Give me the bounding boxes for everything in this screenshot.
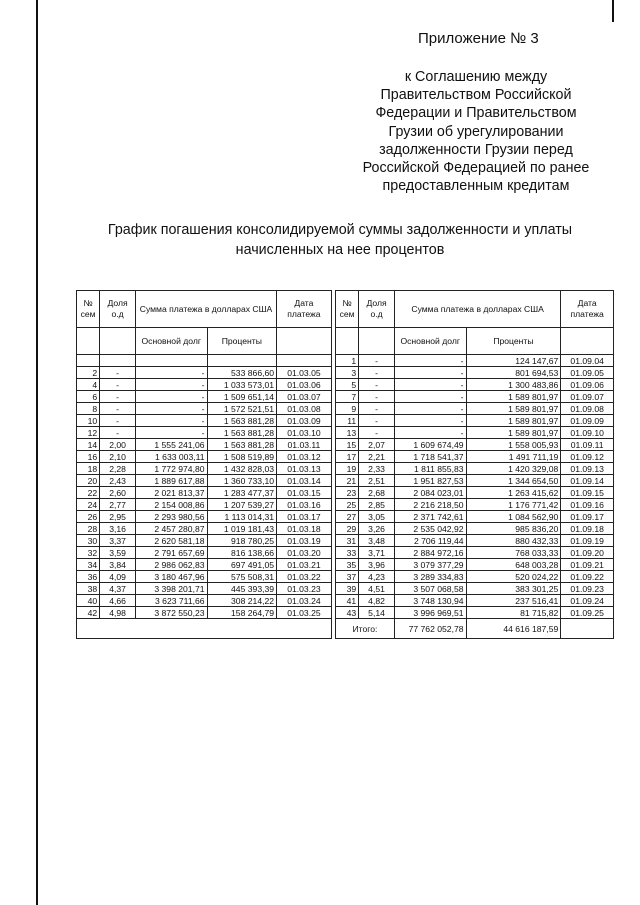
right-cell: 11 [335,415,358,427]
left-cell: 1 563 881,28 [207,439,277,451]
right-cell: 2 084 023,01 [394,487,466,499]
right-cell: 1 558 005,93 [466,439,561,451]
right-cell: 3,71 [359,547,395,559]
right-cell: 237 516,41 [466,595,561,607]
left-cell: 22 [77,487,100,499]
right-cell: 43 [335,607,358,619]
left-cell: 38 [77,583,100,595]
left-cell: 01.03.08 [277,403,332,415]
left-cell [207,355,277,367]
left-cell: 2 791 657,69 [135,547,207,559]
left-cell: 01.03.18 [277,523,332,535]
agreement-line: к Соглашению между [404,69,548,85]
header-share: Доля о.д [100,291,136,328]
table-row [77,583,614,595]
agreement-line: предоставленным кредитам [382,178,570,195]
left-cell: 1 033 573,01 [207,379,277,391]
right-cell: 01.09.23 [561,583,614,595]
schedule-title [60,220,620,260]
right-cell: 2,85 [359,499,395,511]
right-cell: 2,51 [359,475,395,487]
right-cell: 1 589 801,97 [466,415,561,427]
repayment-schedule-table [76,290,614,639]
left-cell: - [135,403,207,415]
left-cell: 2 021 813,37 [135,487,207,499]
left-cell: 3 180 467,96 [135,571,207,583]
right-cell: 3,96 [359,559,395,571]
right-cell: 3 996 969,51 [394,607,466,619]
right-cell: 1 420 329,08 [466,463,561,475]
left-cell: 918 780,25 [207,535,277,547]
right-cell: 3 289 334,83 [394,571,466,583]
left-cell: 20 [77,475,100,487]
left-cell: 1 508 519,89 [207,451,277,463]
right-cell: 2,21 [359,451,395,463]
left-cell: 4,66 [100,595,136,607]
right-cell: 21 [335,475,358,487]
left-cell: 1 633 003,11 [135,451,207,463]
left-cell: 01.03.14 [277,475,332,487]
left-cell: 10 [77,415,100,427]
left-cell: 2,10 [100,451,136,463]
left-cell: 01.03.06 [277,379,332,391]
left-cell: 1 889 617,88 [135,475,207,487]
table-row [77,607,614,619]
table-row [77,391,614,403]
right-cell: 1 589 801,97 [466,391,561,403]
right-cell: 5,14 [359,607,395,619]
right-cell: - [394,367,466,379]
left-cell: 1 509 651,14 [207,391,277,403]
left-cell: 18 [77,463,100,475]
right-cell: 01.09.19 [561,535,614,547]
right-cell: 37 [335,571,358,583]
left-cell: 1 360 733,10 [207,475,277,487]
right-cell: 3,05 [359,511,395,523]
left-cell: 697 491,05 [207,559,277,571]
table-row [77,355,614,367]
right-cell: - [394,427,466,439]
right-cell: - [359,355,395,367]
left-cell: 1 555 241,06 [135,439,207,451]
left-cell: 1 019 181,43 [207,523,277,535]
table-row [77,415,614,427]
right-cell: 2 706 119,44 [394,535,466,547]
right-cell: 1 589 801,97 [466,403,561,415]
right-cell: - [359,427,395,439]
right-cell: 17 [335,451,358,463]
left-cell: 34 [77,559,100,571]
table-row [77,427,614,439]
right-cell: 880 432,33 [466,535,561,547]
right-cell: 01.09.07 [561,391,614,403]
schedule-title-line: начисленных на нее процентов [235,242,445,258]
left-cell: 308 214,22 [207,595,277,607]
left-cell: 2,00 [100,439,136,451]
right-cell: 1 344 654,50 [466,475,561,487]
right-cell: 01.09.18 [561,523,614,535]
right-cell: - [359,403,395,415]
totals-label: Итого: [335,619,394,639]
left-cell: 575 508,31 [207,571,277,583]
subheader-principal-right: Основной долг [394,328,466,355]
left-cell: 01.03.09 [277,415,332,427]
subheader-interest-right: Проценты [466,328,561,355]
table-row [77,451,614,463]
left-cell: 1 432 828,03 [207,463,277,475]
right-cell: 4,23 [359,571,395,583]
left-cell: 01.03.11 [277,439,332,451]
agreement-line: Федерации и Правительством [375,105,577,122]
left-cell: 1 772 974,80 [135,463,207,475]
left-cell: 3,37 [100,535,136,547]
schedule-title-line: График погашения консолидируемой суммы задолженности и уплаты [107,222,573,238]
left-cell: 01.03.21 [277,559,332,571]
table-row [77,367,614,379]
right-cell: 1 176 771,42 [466,499,561,511]
left-cell: 445 393,39 [207,583,277,595]
left-cell: 01.03.12 [277,451,332,463]
left-cell: 3,16 [100,523,136,535]
left-cell: 3 872 550,23 [135,607,207,619]
right-cell: - [359,391,395,403]
right-cell: 33 [335,547,358,559]
left-cell: 2 620 581,18 [135,535,207,547]
agreement-reference [330,68,622,195]
right-cell: 01.09.06 [561,379,614,391]
left-cell: 26 [77,511,100,523]
left-cell: 14 [77,439,100,451]
right-cell: 01.09.04 [561,355,614,367]
right-cell: 1 589 801,97 [466,427,561,439]
table-header-row [77,291,614,328]
left-cell: 01.03.10 [277,427,332,439]
right-cell: 3,48 [359,535,395,547]
left-cell: 40 [77,595,100,607]
right-cell: 1 263 415,62 [466,487,561,499]
right-cell: 7 [335,391,358,403]
left-cell: 01.03.07 [277,391,332,403]
right-cell: 4,51 [359,583,395,595]
totals-interest: 44 616 187,59 [466,619,561,639]
right-cell: - [394,415,466,427]
right-cell: 35 [335,559,358,571]
right-cell: - [394,379,466,391]
left-cell: 1 283 477,37 [207,487,277,499]
right-cell: 01.09.09 [561,415,614,427]
page-border-right [612,0,614,22]
totals-principal: 77 762 052,78 [394,619,466,639]
right-cell: 29 [335,523,358,535]
right-cell: 124 147,67 [466,355,561,367]
left-cell: 3 623 711,66 [135,595,207,607]
right-cell: 1 609 674,49 [394,439,466,451]
right-cell: 25 [335,499,358,511]
right-cell: 1 [335,355,358,367]
table-row [77,379,614,391]
table-row [77,403,614,415]
right-cell: - [394,355,466,367]
header-sem-no-right: № сем [335,291,358,328]
table-subheader-row [77,328,614,355]
left-cell: 8 [77,403,100,415]
left-cell: - [100,415,136,427]
table-row [77,547,614,559]
right-cell: - [394,403,466,415]
right-cell: 2 884 972,16 [394,547,466,559]
right-cell: 2 216 218,50 [394,499,466,511]
left-cell: 533 866,60 [207,367,277,379]
right-cell: 39 [335,583,358,595]
right-cell: 2,68 [359,487,395,499]
table-row [77,523,614,535]
left-cell: 01.03.19 [277,535,332,547]
left-cell [77,355,100,367]
left-cell: 28 [77,523,100,535]
right-cell: 648 003,28 [466,559,561,571]
left-cell: 2,77 [100,499,136,511]
right-cell: 2,33 [359,463,395,475]
left-cell: 2,95 [100,511,136,523]
right-cell: 01.09.24 [561,595,614,607]
right-cell: 15 [335,439,358,451]
left-cell: - [100,379,136,391]
left-cell: 2,60 [100,487,136,499]
left-cell: 4,09 [100,571,136,583]
left-cell: 1 113 014,31 [207,511,277,523]
left-cell: 2 293 980,56 [135,511,207,523]
left-cell: 32 [77,547,100,559]
table-row [77,571,614,583]
right-cell: 01.09.21 [561,559,614,571]
right-cell: 01.09.13 [561,463,614,475]
right-cell: 801 694,53 [466,367,561,379]
totals-row [77,619,614,639]
agreement-line: задолженности Грузии перед [379,141,573,158]
right-cell: 81 715,82 [466,607,561,619]
left-cell: 42 [77,607,100,619]
right-cell: 01.09.15 [561,487,614,499]
left-cell: 2 986 062,83 [135,559,207,571]
right-cell: 9 [335,403,358,415]
left-cell: 3 398 201,71 [135,583,207,595]
table-row [77,463,614,475]
right-cell: 01.09.14 [561,475,614,487]
left-cell: 01.03.24 [277,595,332,607]
agreement-line: Правительством Российской [380,87,572,104]
right-cell: 23 [335,487,358,499]
right-cell: 1 951 827,53 [394,475,466,487]
left-cell: 6 [77,391,100,403]
left-cell: 01.03.15 [277,487,332,499]
header-amount: Сумма платежа в долларах США [135,291,276,328]
header-share-right: Доля о.д [359,291,395,328]
left-cell: 4,98 [100,607,136,619]
left-cell: - [135,427,207,439]
right-cell: 19 [335,463,358,475]
left-cell: 36 [77,571,100,583]
left-cell: - [135,391,207,403]
right-cell: 3 079 377,29 [394,559,466,571]
right-cell: 31 [335,535,358,547]
table-row [77,535,614,547]
left-cell: 01.03.13 [277,463,332,475]
right-cell: 1 811 855,83 [394,463,466,475]
left-cell [277,355,332,367]
left-cell: 01.03.25 [277,607,332,619]
table-row [77,511,614,523]
table-row [77,559,614,571]
subheader-interest: Проценты [207,328,277,355]
right-cell: 768 033,33 [466,547,561,559]
right-cell: 1 491 711,19 [466,451,561,463]
right-cell: 01.09.08 [561,403,614,415]
header-amount-right: Сумма платежа в долларах США [394,291,560,328]
left-cell: - [100,403,136,415]
left-cell: 158 264,79 [207,607,277,619]
right-cell: 01.09.25 [561,607,614,619]
page-border-left [36,0,38,905]
left-cell [100,355,136,367]
subheader-principal: Основной долг [135,328,207,355]
left-cell: 01.03.20 [277,547,332,559]
left-cell: 2 457 280,87 [135,523,207,535]
right-cell: 01.09.17 [561,511,614,523]
header-date-right: Дата платежа [561,291,614,328]
left-cell: 2,43 [100,475,136,487]
right-cell: 27 [335,511,358,523]
right-cell: 1 718 541,37 [394,451,466,463]
right-cell: 13 [335,427,358,439]
header-date: Дата платежа [277,291,332,328]
left-cell: 01.03.17 [277,511,332,523]
right-cell: 3 [335,367,358,379]
agreement-line: Грузии об урегулировании [388,123,564,140]
agreement-line: Российской Федерацией по ранее [362,160,590,177]
table-row [77,475,614,487]
right-cell: 01.09.10 [561,427,614,439]
left-cell: 3,59 [100,547,136,559]
left-cell: 1 207 539,27 [207,499,277,511]
right-cell: - [359,379,395,391]
right-cell: 2 535 042,92 [394,523,466,535]
right-cell: 2,07 [359,439,395,451]
left-cell: 12 [77,427,100,439]
left-cell: 1 563 881,28 [207,415,277,427]
left-cell: - [100,427,136,439]
right-cell: 01.09.16 [561,499,614,511]
right-cell: 1 300 483,86 [466,379,561,391]
left-cell: - [135,415,207,427]
right-cell: 2 371 742,61 [394,511,466,523]
left-cell: 30 [77,535,100,547]
left-cell: 3,84 [100,559,136,571]
appendix-title: Приложение № 3 [418,30,539,47]
right-cell: 41 [335,595,358,607]
left-cell: - [135,379,207,391]
left-cell: 16 [77,451,100,463]
right-cell: 3 507 068,58 [394,583,466,595]
left-cell: 2 [77,367,100,379]
left-cell: 816 138,66 [207,547,277,559]
left-cell: - [100,391,136,403]
header-sem-no: № сем [77,291,100,328]
right-cell: 01.09.22 [561,571,614,583]
left-cell: 1 572 521,51 [207,403,277,415]
left-cell: 4,37 [100,583,136,595]
right-cell: 01.09.11 [561,439,614,451]
left-cell: 24 [77,499,100,511]
left-cell: 4 [77,379,100,391]
right-cell: - [394,391,466,403]
right-cell: 3,26 [359,523,395,535]
left-cell: 2,28 [100,463,136,475]
left-cell: 01.03.05 [277,367,332,379]
right-cell: 985 836,20 [466,523,561,535]
table-row [77,487,614,499]
right-cell: 520 024,22 [466,571,561,583]
table-row [77,595,614,607]
right-cell: 01.09.20 [561,547,614,559]
right-cell: 1 084 562,90 [466,511,561,523]
left-cell: 01.03.22 [277,571,332,583]
left-cell [135,355,207,367]
table-row [77,499,614,511]
left-cell: 2 154 008,86 [135,499,207,511]
right-cell: 01.09.12 [561,451,614,463]
left-cell: 01.03.16 [277,499,332,511]
right-cell: 383 301,25 [466,583,561,595]
right-cell: 5 [335,379,358,391]
left-cell: 1 563 881,28 [207,427,277,439]
left-cell: 01.03.23 [277,583,332,595]
right-cell: 3 748 130,94 [394,595,466,607]
table-row [77,439,614,451]
right-cell: 01.09.05 [561,367,614,379]
right-cell: - [359,367,395,379]
right-cell: - [359,415,395,427]
left-cell: - [135,367,207,379]
right-cell: 4,82 [359,595,395,607]
left-cell: - [100,367,136,379]
